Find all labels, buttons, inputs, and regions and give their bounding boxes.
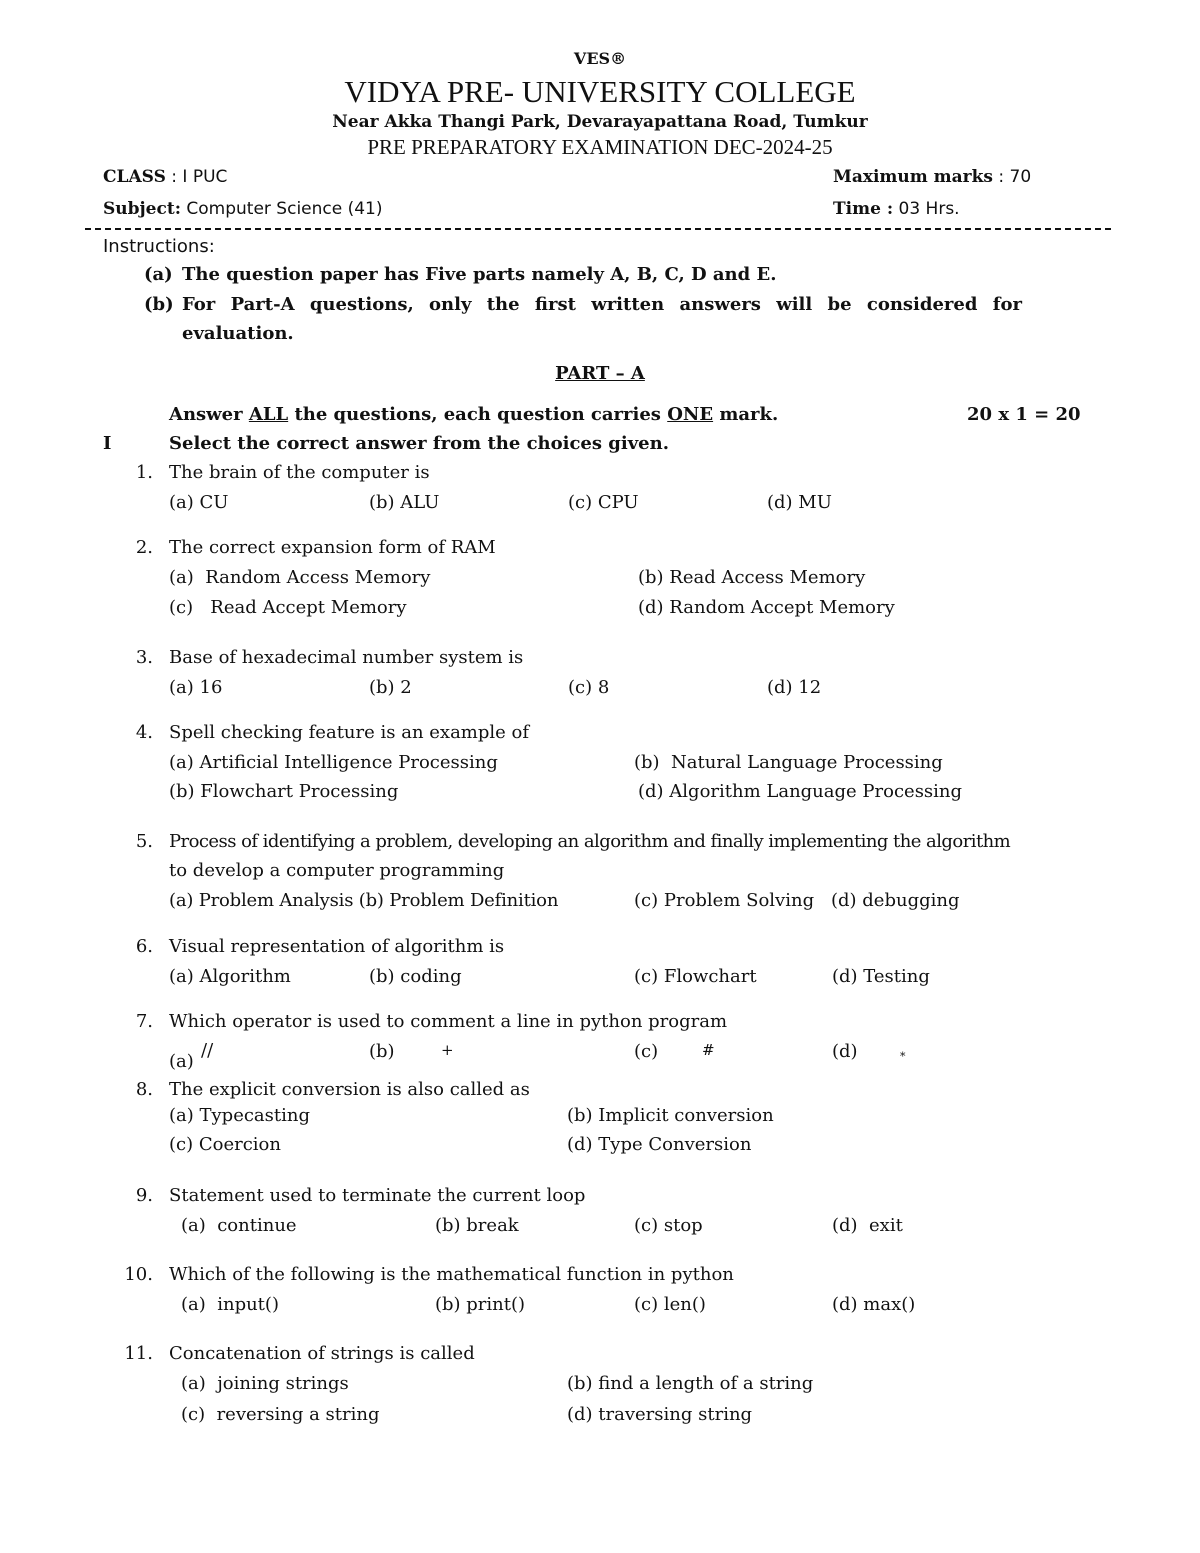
instruction-b-marker: (b) <box>144 294 174 315</box>
q3-option-c: (c) 8 <box>568 677 610 698</box>
q1-text: The brain of the computer is <box>169 462 430 483</box>
subject-value: Computer Science (41) <box>180 199 383 219</box>
q2-option-b: (b) Read Access Memory <box>638 567 866 588</box>
q2-option-c: (c) Read Accept Memory <box>169 597 407 618</box>
q1-option-b: (b) ALU <box>369 492 440 513</box>
q4-option-d: (d) Algorithm Language Processing <box>638 781 963 802</box>
time-label: Time : <box>833 199 894 219</box>
org-name: VES® <box>573 49 627 68</box>
q9-number: 9. <box>135 1185 153 1206</box>
part-a-title: PART – A <box>555 363 645 384</box>
q10-option-d: (d) max() <box>832 1294 916 1315</box>
instructions-title: Instructions: <box>103 236 215 257</box>
college-address: Near Akka Thangi Park, Devarayapattana Road, Tumkur <box>332 112 868 132</box>
time-line <box>833 199 960 219</box>
college-name: VIDYA PRE- UNIVERSITY COLLEGE <box>344 74 856 109</box>
q10-option-c: (c) len() <box>634 1294 706 1315</box>
q6-option-a: (a) Algorithm <box>169 966 291 987</box>
q9-option-b: (b) break <box>435 1215 519 1236</box>
class-label: CLASS <box>103 167 166 187</box>
q8-number: 8. <box>135 1079 153 1100</box>
instruction-b-text-2: evaluation. <box>182 323 294 344</box>
q6-number: 6. <box>135 936 153 957</box>
q8-option-a: (a) Typecasting <box>169 1105 311 1126</box>
q7-option-a-label: (a) <box>169 1051 194 1072</box>
instruction-a-text: The question paper has Five parts namely A, B, C, D and E. <box>182 264 777 285</box>
q7-option-d-value: * <box>900 1050 906 1063</box>
q10-option-a: (a) input() <box>181 1294 279 1315</box>
q7-option-c-value: # <box>702 1041 715 1059</box>
q2-option-d: (d) Random Accept Memory <box>638 597 895 618</box>
q7-option-b-value: + <box>441 1041 454 1059</box>
q5-number: 5. <box>135 831 153 852</box>
instruction-b-text-1: For Part-A questions, only the first written answers will be considered for <box>182 294 1022 315</box>
q1-option-d: (d) MU <box>767 492 832 513</box>
q6-option-d: (d) Testing <box>832 966 930 987</box>
exam-title: PRE PREPARATORY EXAMINATION DEC-2024-25 <box>367 135 833 159</box>
q2-option-a: (a) Random Access Memory <box>169 567 431 588</box>
q9-text: Statement used to terminate the current loop <box>169 1185 586 1206</box>
time-value: 03 Hrs. <box>893 199 960 219</box>
q7-option-c-label: (c) <box>634 1041 659 1062</box>
q4-option-a: (a) Artificial Intelligence Processing <box>169 752 498 773</box>
instruction-a-marker: (a) <box>144 264 173 285</box>
q11-option-a: (a) joining strings <box>181 1373 349 1394</box>
q3-option-a: (a) 16 <box>169 677 223 698</box>
q3-number: 3. <box>135 647 153 668</box>
q8-option-c: (c) Coercion <box>169 1134 281 1155</box>
part-a-directive <box>169 404 778 425</box>
max-marks-line <box>833 167 1031 187</box>
q8-option-d: (d) Type Conversion <box>567 1134 752 1155</box>
subject-label: Subject: <box>103 199 181 219</box>
q4-option-c: (b) Flowchart Processing <box>169 781 399 802</box>
q3-option-d: (d) 12 <box>767 677 822 698</box>
q1-number: 1. <box>135 462 153 483</box>
class-value: : I PUC <box>171 167 228 187</box>
directive-post: mark. <box>713 404 779 425</box>
q1-option-c: (c) CPU <box>568 492 639 513</box>
directive-one: ONE <box>667 404 714 425</box>
q7-text: Which operator is used to comment a line in python program <box>169 1011 728 1032</box>
q5-option-c: (c) Problem Solving <box>634 890 815 911</box>
q9-option-c: (c) stop <box>634 1215 703 1236</box>
q2-number: 2. <box>135 537 153 558</box>
q5-text: Process of identifying a problem, developing an algorithm and finally implementing the algorithm <box>169 831 1011 852</box>
q10-number: 10. <box>124 1264 153 1285</box>
q4-text: Spell checking feature is an example of <box>169 722 530 743</box>
directive-pre: Answer <box>169 404 249 425</box>
section-numeral: I <box>103 433 112 454</box>
part-a-marks: 20 x 1 = 20 <box>967 404 1081 425</box>
q7-option-a-value: // <box>201 1040 214 1061</box>
q5-text-2: to develop a computer programming <box>169 860 505 881</box>
q5-option-ab: (a) Problem Analysis (b) Problem Definition <box>169 890 559 911</box>
subject-line <box>103 199 383 219</box>
q11-option-d: (d) traversing string <box>567 1404 753 1425</box>
section-text: Select the correct answer from the choices given. <box>169 433 669 454</box>
q1-option-a: (a) CU <box>169 492 229 513</box>
q11-option-c: (c) reversing a string <box>181 1404 380 1425</box>
directive-mid: the questions, each question carries <box>288 404 668 425</box>
q7-option-b-label: (b) <box>369 1041 395 1062</box>
q6-text: Visual representation of algorithm is <box>169 936 505 957</box>
q7-number: 7. <box>135 1011 153 1032</box>
q6-option-c: (c) Flowchart <box>634 966 757 987</box>
q3-text: Base of hexadecimal number system is <box>169 647 524 668</box>
q10-option-b: (b) print() <box>435 1294 526 1315</box>
q8-option-b: (b) Implicit conversion <box>567 1105 774 1126</box>
max-marks-value: : 70 <box>998 167 1032 187</box>
class-line <box>103 167 227 187</box>
q7-option-d-label: (d) <box>832 1041 858 1062</box>
max-marks-label: Maximum marks <box>833 167 993 187</box>
q5-option-d: (d) debugging <box>831 890 960 911</box>
q8-text: The explicit conversion is also called as <box>169 1079 530 1100</box>
q9-option-d: (d) exit <box>832 1215 903 1236</box>
q2-text: The correct expansion form of RAM <box>169 537 496 558</box>
q11-text: Concatenation of strings is called <box>169 1343 475 1364</box>
q6-option-b: (b) coding <box>369 966 462 987</box>
directive-all: ALL <box>248 404 289 425</box>
q4-number: 4. <box>135 722 153 743</box>
q11-option-b: (b) find a length of a string <box>567 1373 814 1394</box>
q10-text: Which of the following is the mathematical function in python <box>169 1264 734 1285</box>
q11-number: 11. <box>124 1343 153 1364</box>
q4-option-b: (b) Natural Language Processing <box>634 752 943 773</box>
q3-option-b: (b) 2 <box>369 677 412 698</box>
q9-option-a: (a) continue <box>181 1215 297 1236</box>
header-divider <box>85 228 1111 230</box>
